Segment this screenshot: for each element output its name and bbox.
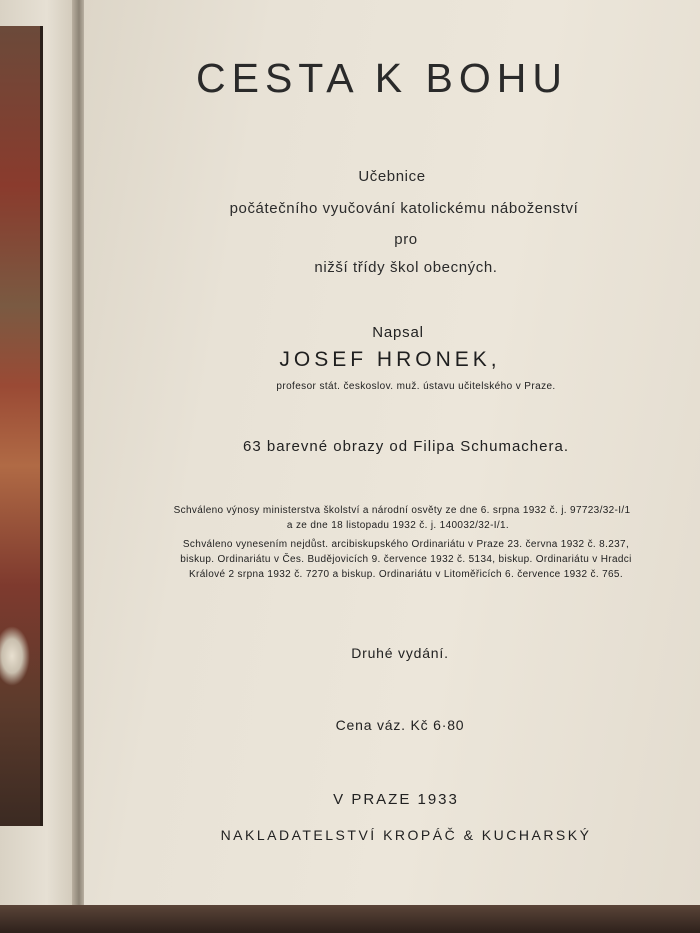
book-title: CESTA K BOHU (196, 55, 568, 101)
facing-illustration (0, 26, 43, 826)
author-credential: profesor stát. českoslov. muž. ústavu učitelského v Praze. (276, 381, 556, 392)
subtitle-line-3: pro (394, 231, 418, 248)
approval-line: Schváleno vynesením nejdůst. arcibiskupského Ordinariátu v Praze 23. června 1932 č. 8.237, (182, 539, 630, 550)
illustrations-credit: 63 barevné obrazy od Filipa Schumachera. (243, 438, 569, 455)
subtitle-line-1: Učebnice (358, 168, 426, 185)
edition: Druhé vydání. (351, 645, 449, 661)
place-year: V PRAZE 1933 (333, 791, 459, 808)
subtitle-line-4: nižší třídy škol obecných. (314, 259, 498, 276)
author-name: JOSEF HRONEK, (279, 348, 501, 371)
approval-line: Schváleno výnosy ministerstva školství a národní osvěty ze dne 6. srpna 1932 č. j. 97723/32-I/1 (173, 505, 631, 516)
subtitle-line-2: počátečního vyučování katolickému náboženství (229, 200, 579, 217)
table-surface (0, 905, 700, 933)
author-label: Napsal (372, 324, 424, 341)
facing-page (0, 0, 78, 933)
publisher: NAKLADATELSTVÍ KROPÁČ & KUCHARSKÝ (220, 827, 592, 843)
approval-line: a ze dne 18 listopadu 1932 č. j. 140032/32-I/1. (286, 520, 510, 531)
approval-line: biskup. Ordinariátu v Čes. Budějovicích 9. července 1932 č. 5134, biskup. Ordinariátu v Hradci (180, 554, 632, 565)
title-page (84, 0, 700, 906)
approval-line: Králové 2 srpna 1932 č. 7270 a biskup. Ordinariátu v Litoměřicích 6. července 1932 č. 765. (189, 569, 623, 580)
illustration-highlight (0, 626, 30, 686)
price: Cena váz. Kč 6·80 (335, 717, 465, 733)
